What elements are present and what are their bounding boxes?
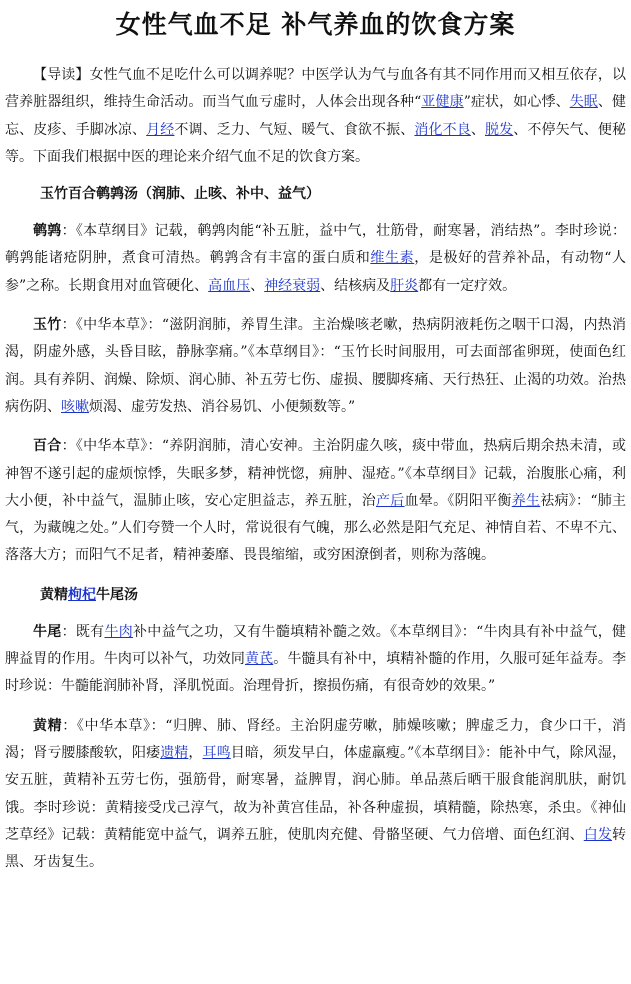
text: ：《本草纲目》记载，鹌鹑肉能“补五脏，益中气，壮筋骨，耐寒暑，消结热”。李时珍说：鹌鹑能诸疮阴肿，煮食可清热。鹌鹑含有丰富的蛋白质和 bbox=[5, 223, 627, 267]
link-kesou[interactable]: 咳嗽 bbox=[61, 398, 89, 415]
text: ：《中华本草》：“养阴润肺，清心安神。主治阴虚久咳，痰中带血，热病后期余热未清，或神智不遂引起的虚烦惊悸，失眠多梦，精神恍惚，痈肿、湿疮。”《本草纲目》记载，治腹胀心痛，利大小便，补中益气，温肺止咳，安心定胆益志，养五脏，治 bbox=[5, 438, 627, 509]
link-huangqi[interactable]: 黄芪 bbox=[244, 651, 274, 668]
link-yajiankang[interactable]: 亚健康 bbox=[421, 94, 464, 111]
paragraph-quail bbox=[5, 218, 626, 300]
text: 不调、乏力、气短、暖气、食欲不振、 bbox=[174, 121, 415, 138]
link-baifa[interactable]: 白发 bbox=[583, 826, 612, 843]
lead-term: 黄精 bbox=[33, 717, 63, 734]
lead-term: 鹌鹑 bbox=[33, 223, 62, 240]
text: ， bbox=[188, 744, 203, 761]
text: 、不停矢气、便秘等。下面我们根据中医的理论来介绍气血不足的饮食方案。 bbox=[5, 121, 627, 165]
intro-paragraph bbox=[5, 62, 626, 171]
link-yangsheng[interactable]: 养生 bbox=[511, 492, 541, 509]
text: 、 bbox=[470, 121, 485, 138]
article-title: 女性气血不足 补气养血的饮食方案 bbox=[115, 10, 516, 39]
lead-term: 牛尾 bbox=[33, 623, 62, 640]
section-heading-1: 玉竹百合鹌鹑汤（润肺、止咳、补中、益气） bbox=[40, 186, 320, 203]
lead-term: 百合 bbox=[33, 438, 62, 455]
text: 都有一定疗效。 bbox=[418, 277, 517, 294]
lead-term: 玉竹 bbox=[33, 317, 62, 334]
text: 、结核病及 bbox=[320, 277, 391, 294]
text: 祛病》：“肺主气，为藏魄之处。”人们夸赞一个人时，常说很有气魄，那么必然是阳气充足、神情自若、不卑不亢、落落大方；而阳气不足者，精神萎靡、畏畏缩缩，或穷困潦倒者，则称为落魄。 bbox=[5, 492, 627, 564]
paragraph-huangjing bbox=[5, 713, 626, 877]
text: 目暗，须发早白，体虚羸瘦。”《本草纲目》：能补中气，除风湿，安五脏，黄精补五劳七伤，强筋骨，耐寒暑，益脾胃，润心肺。单品蒸后晒干服食能润肌肤，耐饥饿。李时珍说：黄精接受戊己淳气，故为补黄宫佳品，补各种虚损，填精髓，除热寒，杀虫。《神仙芝草经》记载：黄精能宽中益气，调养五脏，使肌肉充健、骨骼坚硬、气力倍增、面色红润、 bbox=[5, 744, 627, 843]
link-chanhou[interactable]: 产后 bbox=[376, 492, 405, 509]
link-ganyan[interactable]: 肝炎 bbox=[390, 277, 419, 294]
link-gaoxueya[interactable]: 高血压 bbox=[208, 277, 251, 294]
text: ：《中华本草》：“归脾、肺、肾经。主治阴虚劳嗽，肺燥咳嗽；脾虚乏力，食少口干，消渴；肾亏腰膝酸软，阳痿 bbox=[5, 717, 627, 761]
text: ：既有 bbox=[61, 623, 105, 640]
link-shenjingshuairuo[interactable]: 神经衰弱 bbox=[264, 277, 321, 294]
text: 、 bbox=[250, 277, 265, 294]
paragraph-baihe bbox=[5, 433, 626, 569]
text: 黄精 bbox=[40, 586, 68, 603]
text: 血晕。《阴阳平衡 bbox=[404, 492, 512, 509]
text: 补中益气之功，又有牛髓填精补髓之效。《本草纲目》：“牛肉具有补中益气，健脾益胃的作用。牛肉可以补气，功效同 bbox=[5, 623, 627, 668]
link-xiaohuabuliang[interactable]: 消化不良 bbox=[414, 121, 471, 138]
text: ：《中华本草》：“滋阴润肺，养胃生津。主治燥咳老嗽，热病阴液耗伤之咽干口渴，内热消渴，阴虚外感，头昏目眩，静脉挛痛。”《本草纲目》：“玉竹长时间服用，可去面部雀卵斑，使面色红润。具有养阴、润燥、除烦、润心肺、补五劳七伤、虚损、腰脚疼痛、天行热狂、止渴的功效。治热病伤阴、 bbox=[5, 317, 627, 415]
text: ”症状，如心悸、 bbox=[463, 94, 570, 111]
paragraph-niuwei bbox=[5, 619, 626, 701]
link-erming[interactable]: 耳鸣 bbox=[202, 744, 231, 761]
link-yuejing[interactable]: 月经 bbox=[146, 121, 175, 138]
text: 。牛髓具有补中，填精补髓的作用，久服可延年益寿。李时珍说：牛髓能润肺补肾，泽肌悦面。治理骨折，擦损伤痛，有很奇妙的效果。” bbox=[5, 651, 627, 695]
link-niurou[interactable]: 牛肉 bbox=[104, 623, 134, 640]
section-heading-2 bbox=[5, 582, 626, 609]
text: 【导读】女性气血不足吃什么可以调养呢？中医学认为气与血各有其不同作用而又相互依存，以营养脏器组织，维持生命活动。而当气血亏虚时，人体会出现各种“ bbox=[5, 67, 626, 111]
text: 烦渴、虚劳发热、消谷易饥、小便频数等。” bbox=[89, 398, 356, 415]
text: ，是极好的营养补品，有动物“人参”之称。长期食用对血管硬化、 bbox=[5, 250, 627, 294]
text: 、健忘、皮疹、手脚冰凉、 bbox=[5, 94, 627, 138]
link-shimian[interactable]: 失眠 bbox=[569, 94, 598, 111]
link-tuofa[interactable]: 脱发 bbox=[484, 121, 514, 138]
link-gouqi[interactable]: 枸杞 bbox=[68, 586, 96, 603]
link-yijing[interactable]: 遗精 bbox=[160, 744, 189, 761]
paragraph-yuzhu bbox=[5, 312, 626, 421]
text: 转黑、牙齿复生。 bbox=[5, 826, 626, 871]
link-weishengsu[interactable]: 维生素 bbox=[370, 250, 415, 267]
text: 牛尾汤 bbox=[96, 586, 138, 603]
